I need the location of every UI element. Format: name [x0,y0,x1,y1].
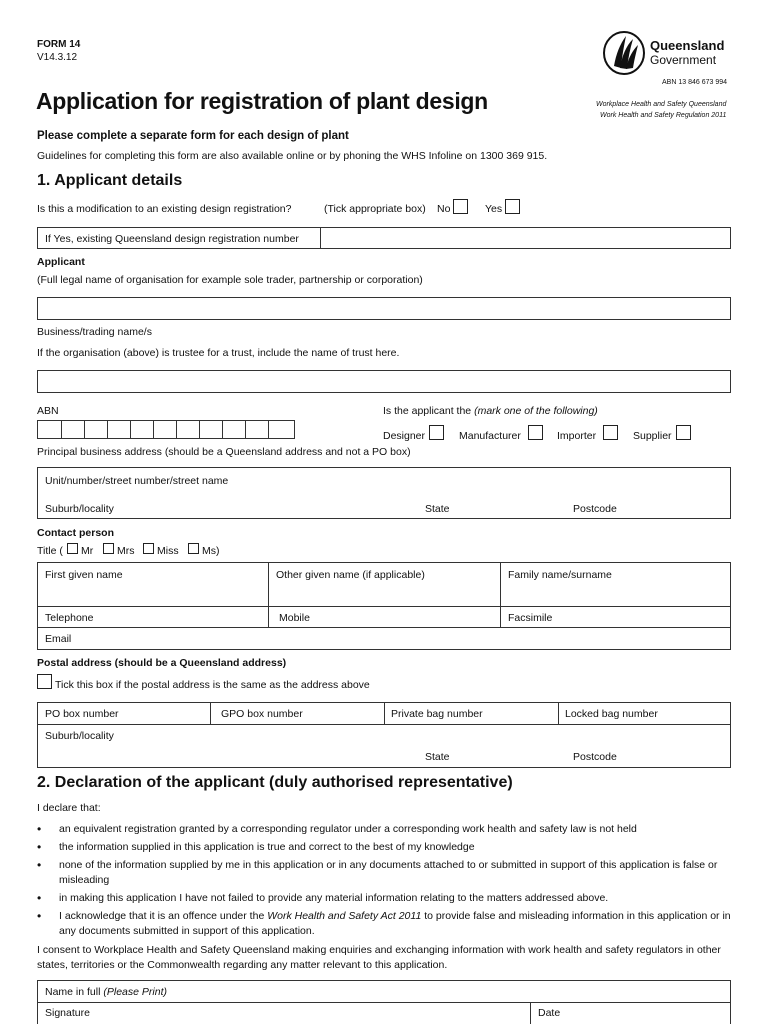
logo-text-queensland: Queensland [650,38,725,53]
role-importer-label: Importer [557,430,597,442]
yes-checkbox[interactable] [505,199,520,214]
unit-street-label: Unit/number/street number/street name [45,475,229,487]
postal-suburb-field[interactable]: Suburb/locality [45,730,114,742]
abn-number: ABN 13 846 673 994 [662,79,727,86]
logo-text-government: Government [650,53,717,67]
first-name-field[interactable]: First given name [45,569,123,581]
signature-field[interactable]: Signature [45,1007,90,1019]
role-manufacturer-checkbox[interactable] [528,425,543,440]
postcode-label: Postcode [573,503,617,515]
role-designer-checkbox[interactable] [429,425,444,440]
tick-hint: (Tick appropriate box) [324,203,426,215]
postal-same-checkbox[interactable] [37,674,52,689]
form-number: FORM 14 [37,39,81,50]
title-miss-label: Miss [157,545,179,557]
declaration-item: • I acknowledge that it is an offence under the Work Health and Safety Act 2011 to provide false and misleading information in this application or in any documents submitted in support of this application. [37,909,737,939]
declaration-list [37,822,737,942]
abn-label: ABN [37,405,59,417]
trust-name-input[interactable] [37,370,731,393]
modification-question: Is this a modification to an existing design registration? [37,203,292,215]
postal-state-field[interactable]: State [425,751,450,763]
yes-label: Yes [485,203,503,215]
crest-icon [602,30,646,76]
postal-address-table [37,702,731,768]
title-mr-label: Mr [81,545,94,557]
declare-text: I declare that: [37,802,101,814]
declaration-item: • none of the information supplied by me in this application or in any documents attached to or submitted in support of this application is false or misleading [37,858,737,888]
existing-registration-input[interactable] [322,228,730,248]
title-mrs-checkbox[interactable] [103,543,114,554]
principal-address-label: Principal business address (should be a Queensland address and not a PO box) [37,446,411,458]
private-bag-field[interactable]: Private bag number [391,708,483,720]
page-subtitle: Please complete a separate form for each design of plant [37,130,349,142]
queensland-government-logo [602,30,734,78]
date-field[interactable]: Date [538,1007,561,1019]
applicant-hint: (Full legal name of organisation for example sole trader, partnership or corporation) [37,274,423,286]
gpo-box-field[interactable]: GPO box number [221,708,303,720]
title-mr-checkbox[interactable] [67,543,78,554]
form-version: V14.3.12 [37,52,78,63]
name-full-field[interactable]: Name in full (Please Print) [45,986,167,998]
other-name-field[interactable]: Other given name (if applicable) [276,569,425,581]
family-name-field[interactable]: Family name/surname [508,569,612,581]
role-supplier-checkbox[interactable] [676,425,691,440]
state-label: State [425,503,450,515]
page-title: Application for registration of plant design [36,88,488,114]
contact-person-heading: Contact person [37,527,115,539]
org-name: Workplace Health and Safety Queensland [596,101,727,108]
telephone-field[interactable]: Telephone [45,612,94,624]
existing-registration-label: If Yes, existing Queensland design registration number [45,233,299,245]
role-manufacturer-label: Manufacturer [459,430,521,442]
role-importer-checkbox[interactable] [603,425,618,440]
signature-table [37,980,731,1024]
postal-same-label: Tick this box if the postal address is the same as the address above [55,679,370,691]
section-2-heading: 2. Declaration of the applicant (duly authorised representative) [37,774,513,791]
consent-text: I consent to Workplace Health and Safety Queensland making enquiries and exchanging information with work health and safety regulators in other states, territories or the Commonwealth regarding any matter relevant to this application. [37,944,721,971]
locked-bag-field[interactable]: Locked bag number [565,708,658,720]
regulation-name: Work Health and Safety Regulation 2011 [600,112,727,119]
existing-registration-row [37,227,731,249]
applicant-heading: Applicant [37,256,85,268]
po-box-field[interactable]: PO box number [45,708,119,720]
guidelines-text: Guidelines for completing this form are also available online or by phoning the WHS Infoline on 1300 369 915. [37,150,548,162]
declaration-item: • the information supplied in this application is true and correct to the best of my knowledge [37,840,737,855]
no-label: No [437,203,451,215]
postal-address-heading: Postal address (should be a Queensland address) [37,657,287,669]
principal-address-box[interactable] [37,467,731,519]
email-field[interactable]: Email [45,633,72,645]
applicant-name-input[interactable] [37,297,731,320]
abn-input[interactable] [37,420,295,439]
declaration-item: • in making this application I have not failed to provide any material information relating to the matters addressed above. [37,891,737,906]
role-designer-label: Designer [383,430,426,442]
no-checkbox[interactable] [453,199,468,214]
title-label: Title ( [37,545,63,557]
postal-postcode-field[interactable]: Postcode [573,751,617,763]
declaration-item: • an equivalent registration granted by a corresponding regulator under a corresponding work health and safety law is not held [37,822,737,837]
title-ms-checkbox[interactable] [188,543,199,554]
mobile-field[interactable]: Mobile [279,612,310,624]
title-ms-label: Ms) [202,545,220,557]
role-supplier-label: Supplier [633,430,672,442]
contact-table [37,562,731,650]
trust-label: If the organisation (above) is trustee for a trust, include the name of trust here. [37,347,400,359]
title-mrs-label: Mrs [117,545,135,557]
title-miss-checkbox[interactable] [143,543,154,554]
applicant-is-label: Is the applicant the (mark one of the following) [383,405,598,417]
facsimile-field[interactable]: Facsimile [508,612,553,624]
business-name-label: Business/trading name/s [37,326,152,338]
suburb-label: Suburb/locality [45,503,114,515]
section-1-heading: 1. Applicant details [37,172,183,189]
